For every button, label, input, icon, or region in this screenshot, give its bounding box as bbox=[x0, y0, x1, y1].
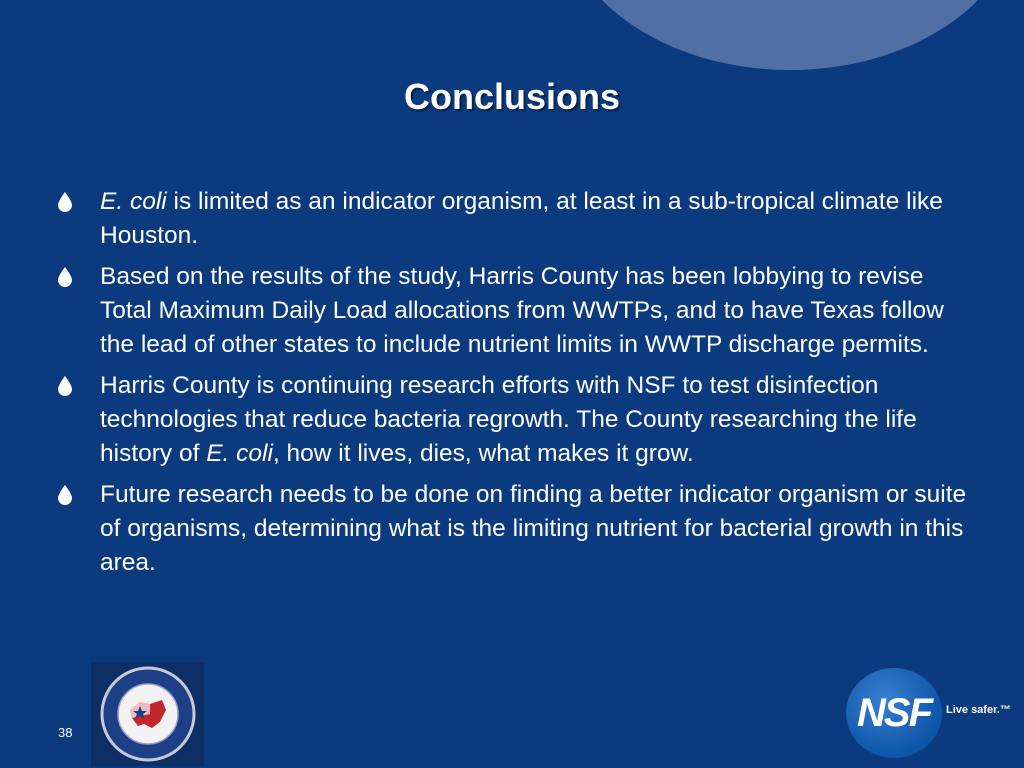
bullet-item bbox=[58, 185, 978, 253]
page-number: 38 bbox=[58, 725, 73, 740]
bullet-text: E. coli bbox=[100, 188, 167, 215]
background-arc bbox=[560, 0, 1020, 70]
bullet-text: E. coli bbox=[206, 440, 273, 467]
bullet-text: Harris County is continuing research efforts with NSF to test disinfection technologies that reduce bacteria regrowth. The County researching the life history of bbox=[100, 372, 917, 467]
county-seal-icon bbox=[100, 666, 196, 762]
droplet-icon bbox=[58, 478, 72, 512]
droplet-icon bbox=[58, 185, 72, 219]
droplet-icon bbox=[58, 369, 72, 403]
nsf-tagline: Live safer.™ bbox=[946, 704, 1011, 716]
harris-county-seal bbox=[91, 662, 204, 766]
bullet-item bbox=[58, 369, 978, 471]
droplet-icon bbox=[58, 260, 72, 294]
bullet-item bbox=[58, 478, 978, 580]
slide-title: Conclusions bbox=[403, 76, 621, 117]
bullet-list bbox=[58, 185, 978, 587]
bullet-item bbox=[58, 260, 978, 362]
bullet-text: is limited as an indicator organism, at least in a sub-tropical climate like Houston. bbox=[100, 188, 943, 249]
bullet-text: Based on the results of the study, Harris County has been lobbying to revise Total Maximum Daily Load allocations from WWTPs, and to have Texas follow the lead of other states to include nutrient limits in WWTP discharge permits. bbox=[100, 263, 944, 358]
bullet-text: Future research needs to be done on finding a better indicator organism or suite of organisms, determining what is the limiting nutrient for bacterial growth in this area. bbox=[100, 481, 967, 576]
bullet-text: , how it lives, dies, what makes it grow. bbox=[272, 440, 694, 467]
nsf-logo: NSF bbox=[846, 668, 942, 758]
